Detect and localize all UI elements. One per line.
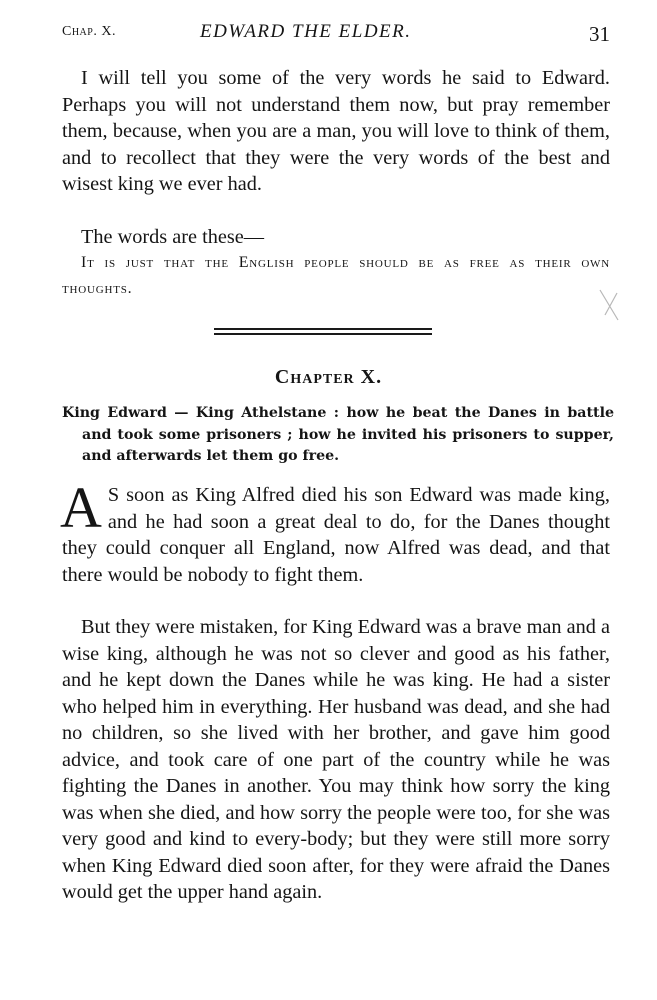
chapter-paragraph-2: But they were mistaken, for King Edward was a brave man and a wise king, although he was not so clever and good as his father, and he kept down the Danes while he was king. He had a sister who helped him in everything. Her husband was dead, and she had no children, so she lived with her brother, and gave him good advice, and took care of one part of the country while he was fighting the Danes in another. You may think how sorry the king was when she died, and how sorry the people were too, for she was very good and kind to every-body; but they were still more sorry when King Edward died soon after, for they were afraid the Danes would get the upper hand again.: [62, 616, 610, 903]
pencil-mark: [596, 287, 622, 323]
section-divider: [214, 328, 432, 336]
words-intro: The words are these—: [81, 226, 265, 248]
running-head-title: EDWARD THE ELDER.: [200, 21, 412, 42]
chapter-paragraph-1: [60, 475, 610, 588]
running-head-chapter: Chap. X.: [62, 24, 116, 39]
chapter-heading: Chapter X.: [274, 366, 383, 388]
running-head: [62, 20, 610, 46]
page-number: 31: [589, 22, 610, 46]
chapter-summary: King Edward — King Athelstane : how he beat the Danes in battle and took some prisoners ; how he invited his prisoners to supper, and afterwards let them go free.: [62, 405, 614, 464]
chapter-paragraph-1-text: S soon as King Alfred died his son Edward was made king, and he had soon a great deal to do, for the Danes thought they could conquer all England, now Alfred was dead, and that there would be nobody to fight them.: [62, 484, 610, 586]
drop-cap: A: [60, 475, 102, 540]
quotation: It is just that the English people should be as free as their own thoughts.: [62, 254, 610, 297]
continued-paragraph: I will tell you some of the very words he said to Edward. Perhaps you will not understand them now, but pray remember them, because, when you are a man, you will love to think of them, and to recollect that they were the very words of the best and wisest king we ever had.: [62, 67, 610, 195]
